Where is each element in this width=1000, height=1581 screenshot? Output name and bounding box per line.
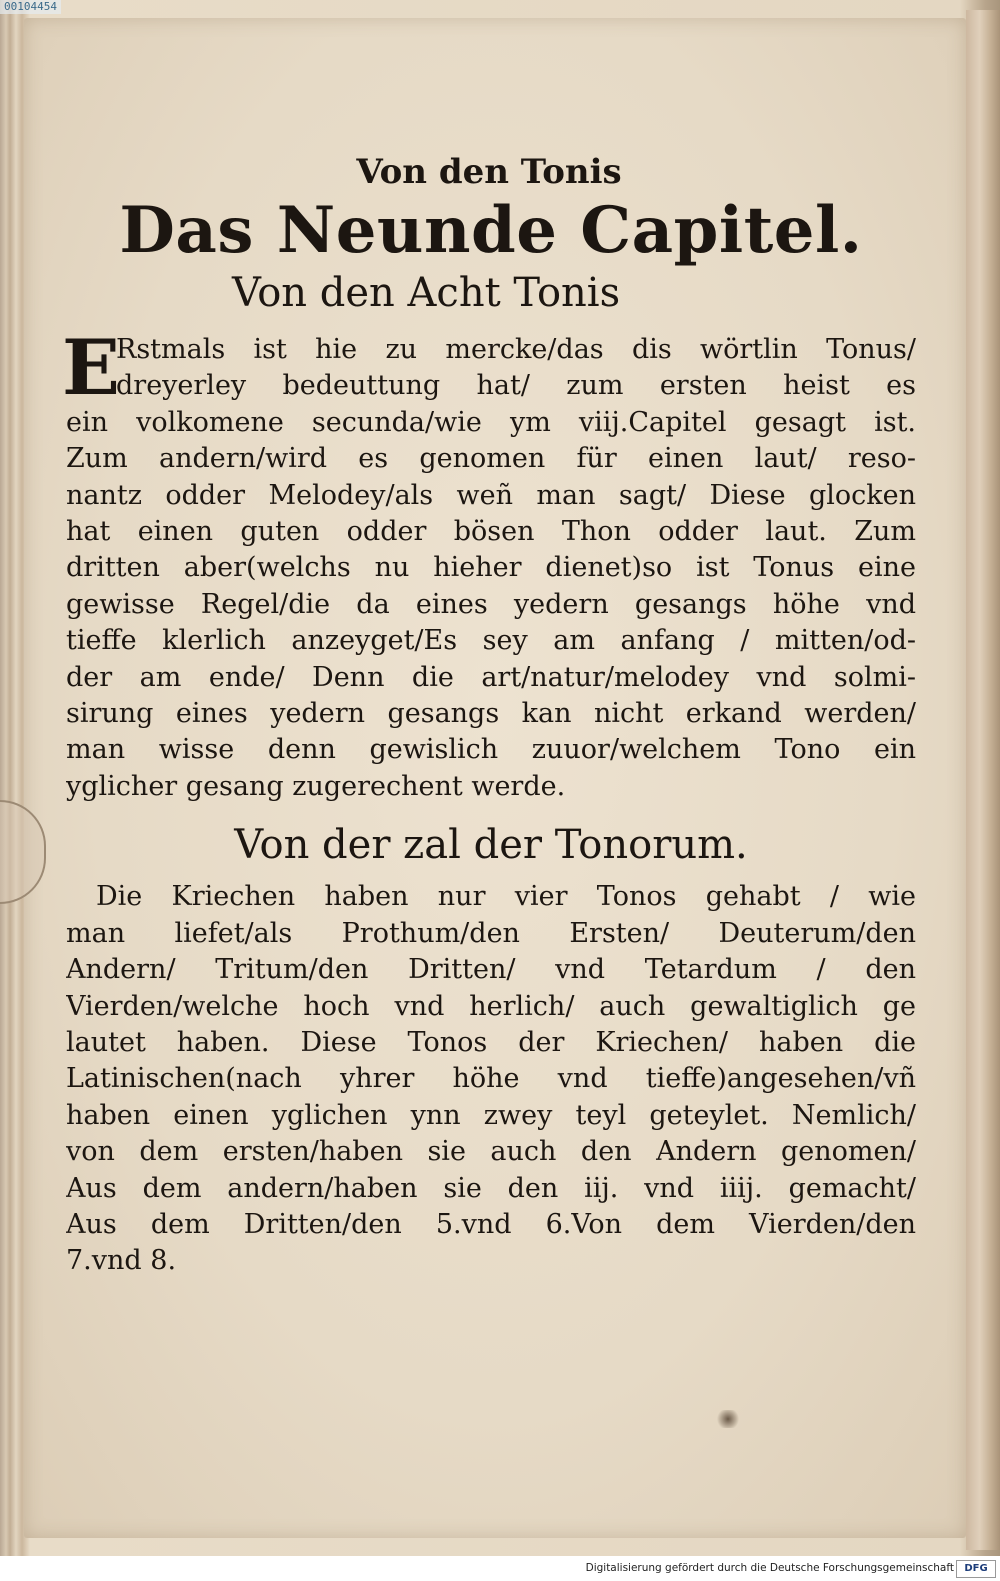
text-line: lautet haben. Diese Tonos der Kriechen/ haben die <box>66 1026 916 1058</box>
text-line: hat einen guten odder bösen Thon odder laut. Zum <box>66 516 916 548</box>
text-line: tieffe klerlich anzeyget/Es sey am anfang / mitten/od- <box>66 625 916 657</box>
text-line: der am ende/ Denn die art/natur/melodey vnd solmi- <box>66 661 916 693</box>
text-line: haben einen yglichen ynn zwey teyl geteylet. Nemlich/ <box>66 1099 916 1131</box>
text-line: von dem ersten/haben sie auch den Andern genomen/ <box>66 1136 916 1168</box>
text-line: Aus dem Dritten/den 5.vnd 6.Von dem Vierden/den <box>66 1208 916 1240</box>
heading-top: Von den Tonis <box>356 152 622 192</box>
book-right-edge <box>966 10 1000 1550</box>
chapter-title: Das Neunde Capitel. <box>119 193 863 268</box>
text-line: Latinischen(nach yhrer höhe vnd tieffe)angesehen/vñ <box>66 1063 916 1095</box>
page-text <box>62 150 916 1280</box>
text-line: Die Kriechen haben nur vier Tonos gehabt / wie <box>96 881 916 913</box>
text-line: Aus dem andern/haben sie den iij. vnd iiij. gemacht/ <box>66 1172 916 1204</box>
text-line: dreyerley bedeuttung hat/ zum ersten heist es <box>116 370 916 402</box>
text-line: Andern/ Tritum/den Dritten/ vnd Tetardum / den <box>66 954 916 986</box>
footer-bar <box>0 1556 1000 1581</box>
paragraph-1 <box>62 323 916 805</box>
text-line: 7.vnd 8. <box>66 1245 177 1277</box>
text-line: ein volkomene secunda/wie ym viij.Capitel gesagt ist. <box>66 406 916 438</box>
funding-notice: Digitalisierung gefördert durch die Deutsche Forschungsgemeinschaft <box>585 1562 954 1574</box>
text-line: Vierden/welche hoch vnd herlich/ auch gewaltiglich ge <box>66 990 916 1022</box>
text-line: yglicher gesang zugerechent werde. <box>66 770 566 802</box>
page-stain <box>715 1410 741 1428</box>
text-line: sirung eines yedern gesangs kan nicht erkand werden/ <box>66 698 916 730</box>
text-line: man liefet/als Prothum/den Ersten/ Deuterum/den <box>66 917 916 949</box>
section-heading: Von der zal der Tonorum. <box>234 822 748 869</box>
chapter-subtitle: Von den Acht Tonis <box>232 270 621 316</box>
text-line: nantz odder Melodey/als weñ man sagt/ Diese glocken <box>66 479 916 511</box>
text-line: Rstmals ist hie zu mercke/das dis wörtlin Tonus/ <box>116 334 916 365</box>
dfg-logo: DFG <box>956 1560 996 1578</box>
paragraph-2 <box>66 879 916 1279</box>
text-line: Zum andern/wird es genomen für einen laut/ reso- <box>66 443 916 475</box>
initial-letter: E <box>62 323 120 412</box>
scan-reference-id: 00104454 <box>0 0 61 14</box>
text-line: dritten aber(welchs nu hieher dienet)so ist Tonus eine <box>66 552 916 584</box>
text-line: man wisse denn gewislich zuuor/welchem Tono ein <box>66 734 916 766</box>
text-line: gewisse Regel/die da eines yedern gesangs höhe vnd <box>66 588 916 620</box>
